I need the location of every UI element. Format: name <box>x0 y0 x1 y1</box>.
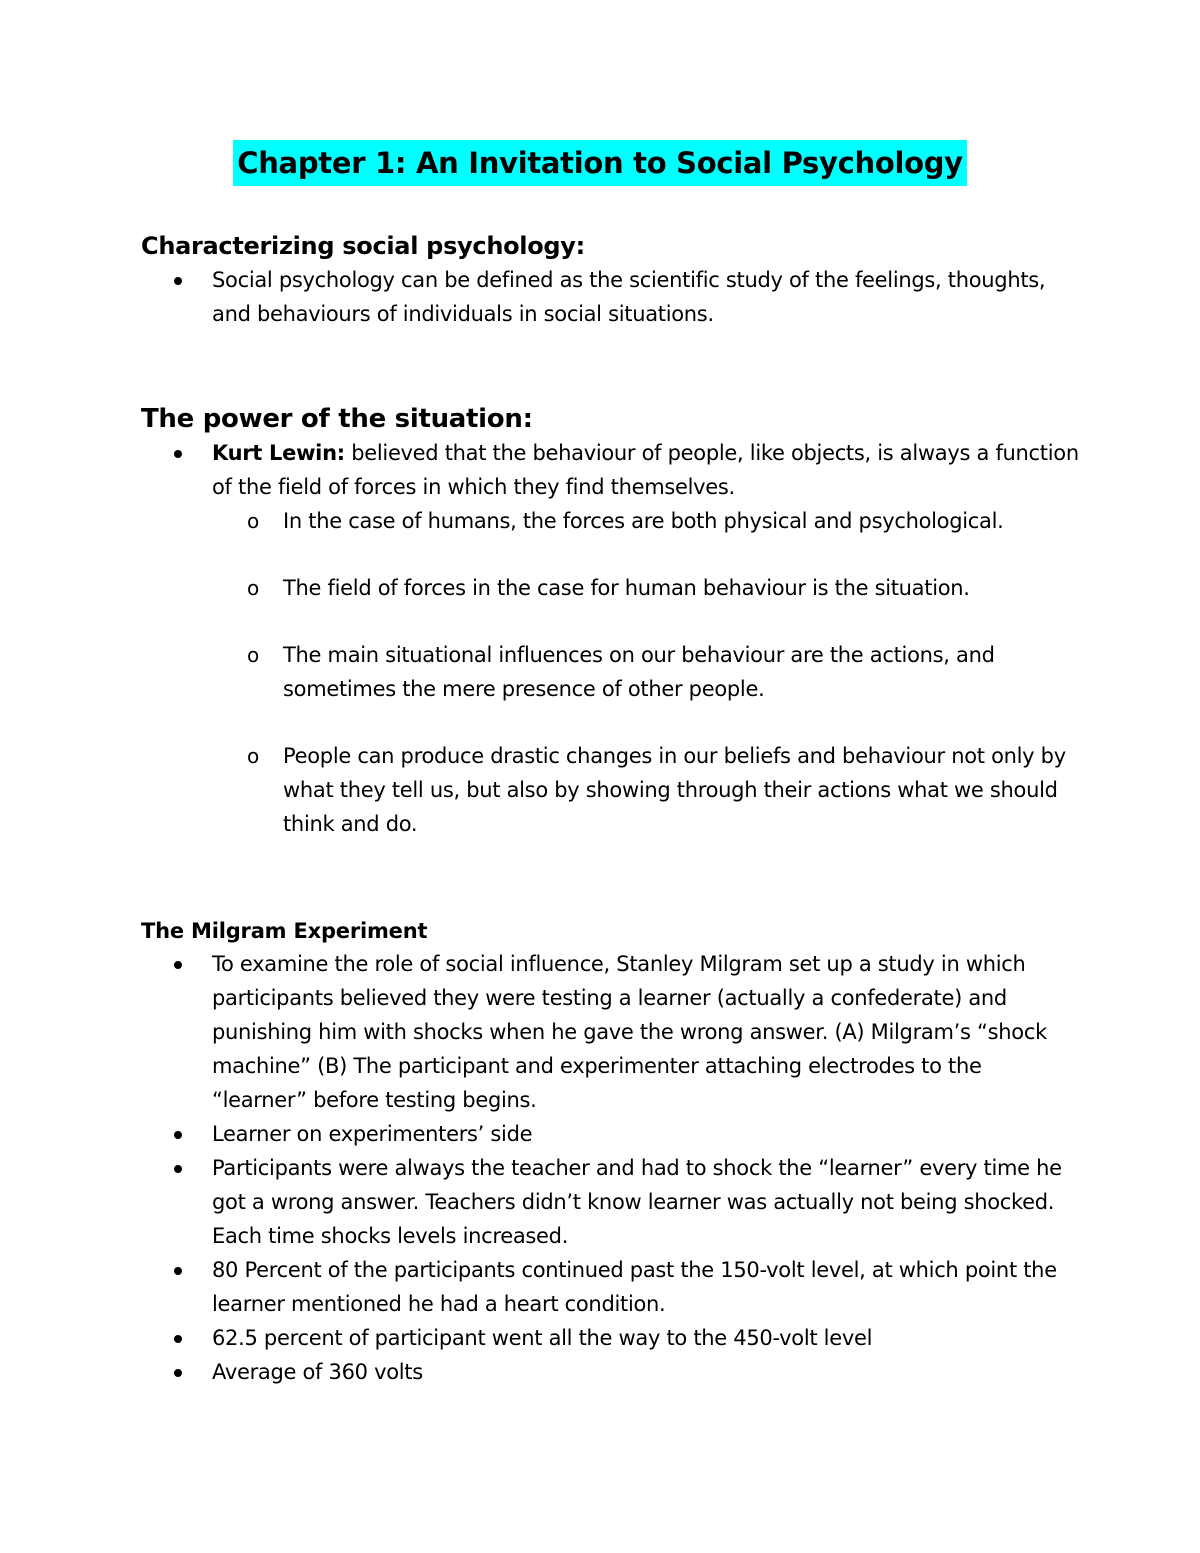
bullet-list-milgram <box>141 947 1081 1389</box>
sub-bullet-marker: o <box>247 509 259 533</box>
sub-list-item-text: People can produce drastic changes in our beliefs and behaviour not only by what they tell us, but also by showing through their actions what we should think and do. <box>283 744 1066 836</box>
title-wrap <box>0 140 1200 186</box>
list-item: To examine the role of social influence, Stanley Milgram set up a study in which participants believed they were testing a learner (actually a confederate) and punishing him with shocks when he gave the wrong answer. (A) Milgram’s “shock machine” (B) The participant and experimenter attaching electrodes to the “learner” before testing begins. <box>141 947 1081 1117</box>
bold-lead-kurt-lewin: Kurt Lewin: <box>212 441 345 465</box>
sub-bullet-list-power <box>141 504 1081 841</box>
sub-list-item-text: The field of forces in the case for human behaviour is the situation. <box>283 576 970 600</box>
bullet-list-power <box>141 436 1081 504</box>
section-milgram <box>141 915 1081 1389</box>
list-item: 62.5 percent of participant went all the way to the 450-volt level <box>141 1321 1081 1355</box>
bullet-list-characterizing <box>141 263 1081 331</box>
sub-bullet-marker: o <box>247 643 259 667</box>
section-power <box>141 402 1081 841</box>
sub-list-item <box>141 504 1081 538</box>
list-item: Social psychology can be defined as the scientific study of the feelings, thoughts, and behaviours of individuals in social situations. <box>141 263 1081 331</box>
sub-list-item-text: In the case of humans, the forces are both physical and psychological. <box>283 509 1004 533</box>
page-title: Chapter 1: An Invitation to Social Psychology <box>233 140 967 186</box>
sub-bullet-marker: o <box>247 744 259 768</box>
section-heading-milgram: The Milgram Experiment <box>141 919 428 943</box>
list-item: Participants were always the teacher and had to shock the “learner” every time he got a wrong answer. Teachers didn’t know learner was actually not being shocked. Each time shocks levels increased. <box>141 1151 1081 1253</box>
list-item: 80 Percent of the participants continued past the 150-volt level, at which point the learner mentioned he had a heart condition. <box>141 1253 1081 1321</box>
section-heading-characterizing: Characterizing social psychology: <box>141 232 585 260</box>
section-characterizing <box>141 229 1081 331</box>
sub-bullet-marker: o <box>247 576 259 600</box>
sub-list-item-text: The main situational influences on our behaviour are the actions, and sometimes the mere presence of other people. <box>283 643 995 701</box>
sub-list-item <box>141 739 1081 841</box>
list-item: Learner on experimenters’ side <box>141 1117 1081 1151</box>
sub-list-item <box>141 638 1081 706</box>
sub-list-item <box>141 571 1081 605</box>
list-item-text: believed that the behaviour of people, like objects, is always a function of the field of forces in which they find themselves. <box>212 441 1079 499</box>
list-item: Average of 360 volts <box>141 1355 1081 1389</box>
section-heading-power: The power of the situation: <box>141 404 533 434</box>
list-item <box>141 436 1081 504</box>
